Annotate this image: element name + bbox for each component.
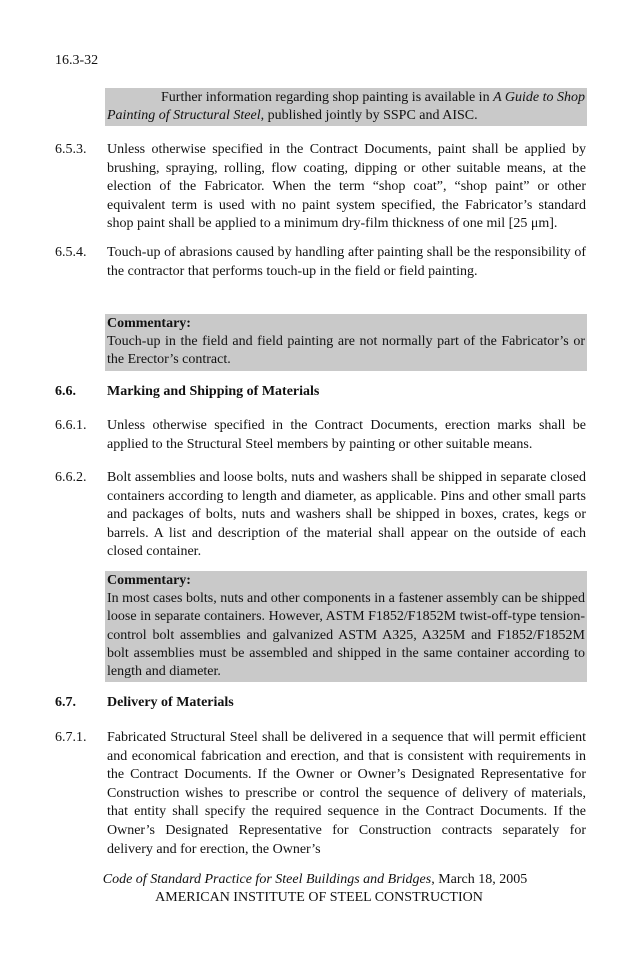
commentary-box-1 (105, 314, 587, 371)
heading-title: Delivery of Materials (107, 695, 234, 710)
section-text: Bolt assemblies and loose bolts, nuts and washers shall be shipped in separate closed containers according to length and diameter, as applicable. Pins and other small parts and packages of bolts, nuts and washers shall be shipped in boxes, crates, kegs or barrels. A list and description of the material shall appear on the outside of each closed container. (107, 470, 586, 560)
commentary-box-2 (105, 571, 587, 682)
footer-document-title: Code of Standard Practice for Steel Buildings and Bridges (102, 872, 432, 887)
section-number: 6.5.4. (55, 245, 87, 260)
commentary-label: Commentary: (107, 573, 191, 588)
section-6-6-1 (55, 417, 586, 454)
page-number: 16.3-32 (55, 53, 99, 68)
intro-note-ref-title: A Guide to Shop Painting of Structural Steel (107, 90, 585, 124)
intro-note-lead: Further information regarding shop painting is available in (161, 90, 494, 105)
commentary-label: Commentary: (107, 316, 191, 331)
section-number: 6.6.1. (55, 418, 87, 433)
section-6-5-3 (55, 141, 586, 234)
section-6-7-1 (55, 729, 586, 859)
page-footer (0, 871, 638, 907)
heading-title: Marking and Shipping of Materials (107, 384, 320, 399)
section-number: 6.7.1. (55, 730, 87, 745)
section-heading-6-7 (55, 695, 234, 711)
section-text: Unless otherwise specified in the Contract Documents, paint shall be applied by brushing, spraying, rolling, flow coating, dipping or other suitable means, at the election of the Fabricator. When the term “shop coat”, “shop paint” or other equivalent term is used with no paint system specified, the Fabricator’s standard shop paint shall be applied to a minimum dry-film thickness of one mil [25 μm]. (107, 142, 586, 232)
section-6-5-4 (55, 244, 586, 281)
commentary-text: In most cases bolts, nuts and other components in a fastener assembly can be shipped loose in separate containers. However, ASTM F1852/F1852M twist-off-type tension-control bolt assemblies and galvanized ASTM A325, A325M and F1852/F1852M bolt assemblies must be assembled and shipped in the same container according to length and diameter. (107, 591, 585, 680)
intro-note (105, 88, 587, 126)
section-6-6-2 (55, 469, 586, 562)
section-number: 6.6.2. (55, 470, 87, 485)
footer-date: , March 18, 2005 (431, 872, 528, 887)
section-text: Fabricated Structural Steel shall be delivered in a sequence that will permit efficient and economical fabrication and erection, and that is consistent with requirements in the Contract Documents. If the Owner or Owner’s Designated Representative for Construction wishes to prescribe or control the sequence of delivery of materials, that entity shall specify the required sequence in the Contract Documents. If the Owner’s Designated Representative for Construction contracts separately for delivery and for erection, the Owner’s (107, 730, 586, 857)
commentary-text: Touch-up in the field and field painting are not normally part of the Fabricator’s or the Erector’s contract. (107, 334, 585, 368)
footer-organization: AMERICAN INSTITUTE OF STEEL CONSTRUCTION (155, 890, 483, 905)
heading-number: 6.6. (55, 384, 76, 399)
section-heading-6-6 (55, 384, 319, 400)
heading-number: 6.7. (55, 695, 76, 710)
section-text: Unless otherwise specified in the Contract Documents, erection marks shall be applied to the Structural Steel members by painting or other suitable means. (107, 418, 586, 452)
section-text: Touch-up of abrasions caused by handling after painting shall be the responsibility of the contractor that performs touch-up in the field or field painting. (107, 245, 586, 279)
section-number: 6.5.3. (55, 142, 87, 157)
intro-note-tail: , published jointly by SSPC and AISC. (260, 108, 478, 124)
